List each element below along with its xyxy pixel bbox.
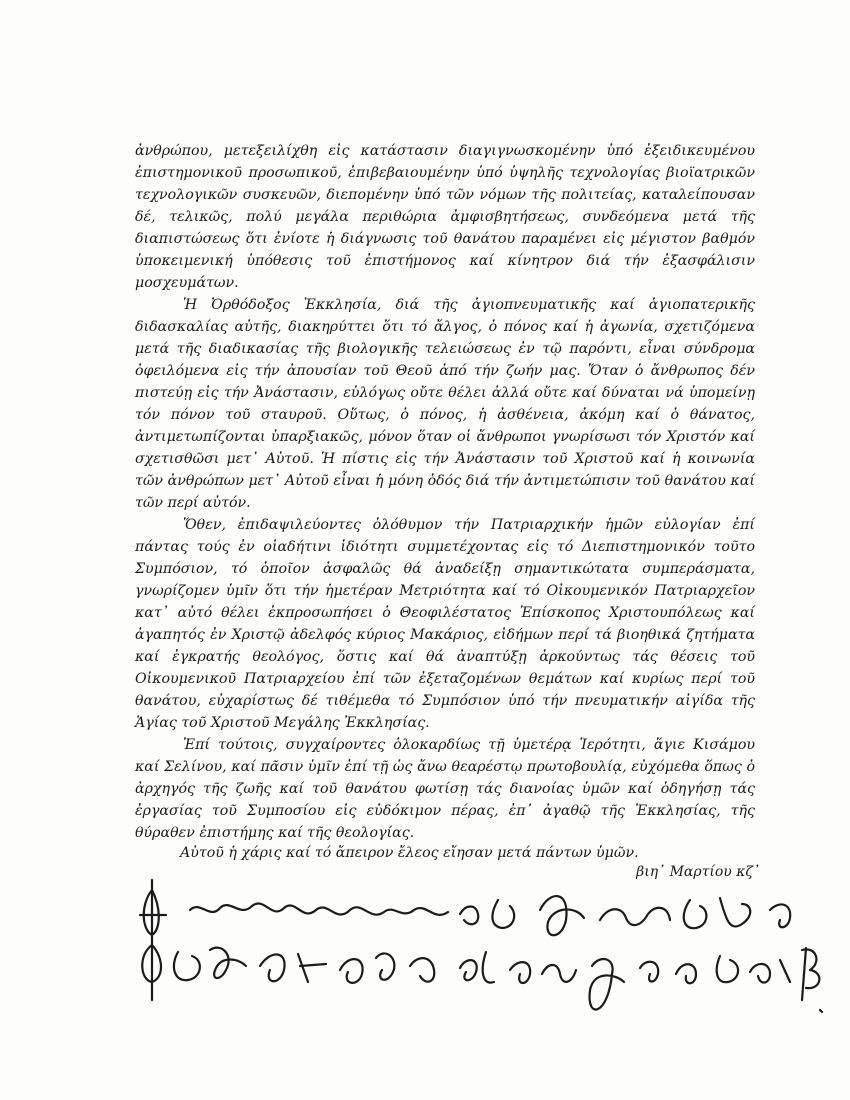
signature-drawing: [130, 870, 830, 1030]
paragraph-3: Ὅθεν, ἐπιδαψιλεύοντες ὁλόθυμον τήν Πατριαρχικήν ἡμῶν εὐλογίαν ἐπί πάντας τούς ἐν οἱαδήτινι ἰδιότητι συμμετέχοντας εἰς τό Διεπιστημονικόν τοῦτο Συμπόσιον, τό ὁποῖον ἀσφαλῶς θά ἀναδείξῃ σημαντικώτατα συμπεράσματα, γνωρίζομεν ὑμῖν ὅτι τήν ἡμετέραν Μετριότητα καί τό Οἰκουμενικόν Πατριαρχεῖον κατ᾽ αὐτό θέλει ἐκπροσωπήσει ὁ Θεοφιλέστατος Ἐπίσκοπος Χριστουπόλεως καί ἀγαπητός ἐν Χριστῷ ἀδελφός κύριος Μακάριος, εἰδήμων περί τά βιοηθικά ζητήματα καί ἐγκρατής θεολόγος, ὅστις καί θά ἀναπτύξῃ ἀρκούντως τάς θέσεις τοῦ Οἰκουμενικοῦ Πατριαρχείου ἐπί τῶν ἐξεταζομένων θεμάτων καί κυρίως περί τοῦ θανάτου, εὐχαρίστως δέ τιθέμεθα τό Συμπόσιον ὑπό τήν πνευματικήν αἰγίδα τῆς Ἁγίας τοῦ Χριστοῦ Μεγάλης Ἐκκλησίας.: [135, 517, 755, 731]
paragraph-1: ἀνθρώπου, μετεξειλίχθη εἰς κατάστασιν διαγιγνωσκομένην ὑπό ἐξειδικευμένου ἐπιστημονικοῦ προσωπικοῦ, ἐπιβεβαιουμένην ὑπό ὑψηλῆς τεχνολογίας βιοϊατρικῶν τεχνολογικῶν συσκευῶν, διεπομένην ὑπό τῶν νόμων τῆς πολιτείας, καταλείπουσαν δέ, τελικῶς, πολύ μεγάλα περιθώρια ἀμφισβητήσεως, συνδεόμενα μετά τῆς διαπιστώσεως ὅτι ἐνίοτε ἡ διάγνωσις τοῦ θανάτου παραμένει εἰς μέγιστον βαθμόν ὑποκειμενική ὑπόθεσις τοῦ ἐπιστήμονος καί κίνητρον διά τήν ἐξασφάλισιν μοσχευμάτων.: [135, 143, 755, 291]
paragraph-2: Ἡ Ὀρθόδοξος Ἐκκλησία, διά τῆς ἁγιοπνευματικῆς καί ἁγιοπατερικῆς διδασκαλίας αὐτῆς, διακηρύττει ὅτι τό ἄλγος, ὁ πόνος καί ἡ ἀγωνία, σχετιζόμενα μετά τῆς διαδικασίας τῆς βιολογικῆς τελειώσεως ἐν τῷ παρόντι, εἶναι σύνδρομα ὀφειλόμενα εἰς τήν ἀπουσίαν τοῦ Θεοῦ ἀπό τήν ζωήν μας. Ὅταν ὁ ἄνθρωπος δέν πιστεύῃ εἰς τήν Ἀνάστασιν, εὐλόγως οὔτε θέλει ἀλλά οὔτε καί δύναται νά ὑπομείνῃ τόν πόνον τοῦ σταυροῦ. Οὕτως, ὁ πόνος, ἡ ἀσθένεια, ἀκόμη καί ὁ θάνατος, ἀντιμετωπίζονται ὑπαρξιακῶς, μόνον ὅταν οἱ ἄνθρωποι γνωρίσωσι τόν Χριστόν καί σχετισθῶσι μετ᾽ Αὐτοῦ. Ἡ πίστις εἰς τήν Ἀνάστασιν τοῦ Χριστοῦ καί ἡ κοινωνία τῶν ἀνθρώπων μετ᾽ Αὐτοῦ εἶναι ἡ μόνη ὁδός διά τήν ἀντιμετώπισιν τοῦ θανάτου καί τῶν περί αὐτόν.: [135, 297, 755, 511]
handwritten-signature: [130, 870, 830, 1030]
closing-salutation: Αὐτοῦ ἡ χάρις καί τό ἄπειρον ἔλεος εἴησαν μετά πάντων ὑμῶν.: [180, 845, 639, 861]
date-line: βιη᾽ Μαρτίου κζ᾽: [636, 864, 760, 880]
letter-body: [135, 140, 755, 844]
paragraph-4: Ἐπί τούτοις, συγχαίροντες ὁλοκαρδίως τῇ ὑμετέρᾳ Ἱερότητι, ἅγιε Κισάμου καί Σελίνου, καί πᾶσιν ὑμῖν ἐπί τῇ ὡς ἄνω θεαρέστῳ πρωτοβουλίᾳ, εὐχόμεθα ὅπως ὁ ἀρχηγός τῆς ζωῆς καί τοῦ θανάτου φωτίσῃ τάς διανοίας ὑμῶν καί ὁδηγήσῃ τάς ἐργασίας τοῦ Συμποσίου εἰς εὐδόκιμον πέρας, ἐπ᾽ ἀγαθῷ τῆς Ἐκκλησίας, τῆς θύραθεν ἐπιστήμης καί τῆς θεολογίας.: [135, 737, 755, 841]
